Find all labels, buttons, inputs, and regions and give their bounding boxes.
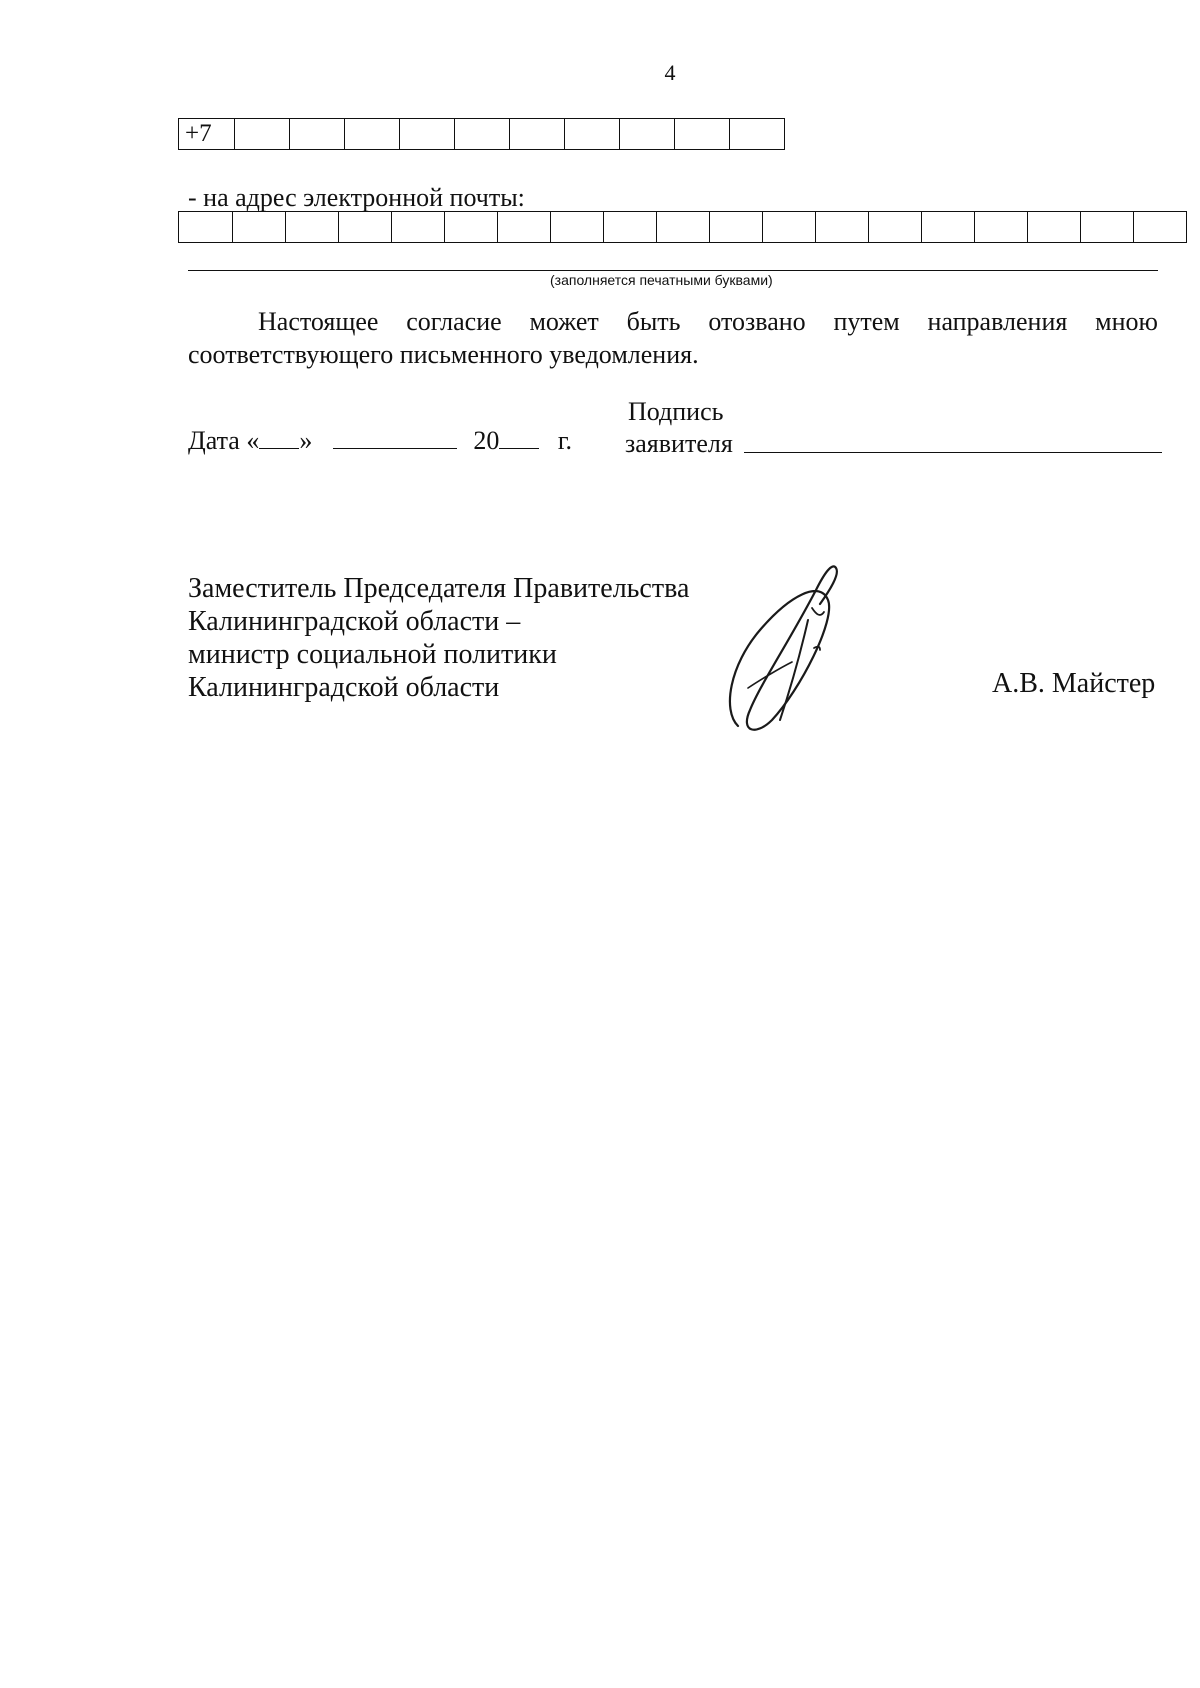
fill-caption: (заполняется печатными буквами) <box>550 272 773 288</box>
consent-paragraph <box>188 305 1158 371</box>
consent-word: согласие <box>406 307 502 336</box>
email-char-cell[interactable] <box>497 212 550 242</box>
email-char-cell[interactable] <box>444 212 497 242</box>
month-field[interactable] <box>333 424 457 449</box>
date-row <box>188 424 572 456</box>
email-char-cell[interactable] <box>1133 212 1186 242</box>
phone-digit-cell[interactable] <box>619 119 674 149</box>
email-char-cell[interactable] <box>285 212 338 242</box>
email-label: - на адрес электронной почты: <box>188 183 525 212</box>
phone-digit-cell[interactable] <box>564 119 619 149</box>
date-close-quote: » <box>299 426 313 455</box>
email-char-cell[interactable] <box>603 212 656 242</box>
fill-line <box>188 270 1158 271</box>
phone-digit-cell[interactable] <box>509 119 564 149</box>
phone-digit-cell[interactable] <box>674 119 729 149</box>
consent-line-1 <box>188 305 1158 338</box>
signature-label-line-2: заявителя <box>625 429 733 458</box>
consent-word: может <box>529 307 599 336</box>
consent-word: быть <box>626 307 681 336</box>
email-char-cell[interactable] <box>656 212 709 242</box>
phone-digit-cell[interactable] <box>454 119 509 149</box>
email-char-cell[interactable] <box>550 212 603 242</box>
year-field[interactable] <box>499 424 539 449</box>
phone-number-grid <box>178 118 785 150</box>
email-char-cell[interactable] <box>709 212 762 242</box>
handwritten-signature <box>720 560 890 740</box>
signer-name: А.В. Майстер <box>992 668 1156 699</box>
phone-digit-cell[interactable] <box>289 119 344 149</box>
position-line: Заместитель Председателя Правительства <box>188 573 690 604</box>
consent-word: направления <box>927 307 1068 336</box>
page-number: 4 <box>664 60 676 85</box>
email-grid <box>178 211 1187 243</box>
consent-line-2: соответствующего письменного уведомления. <box>188 340 699 369</box>
official-position <box>188 572 689 704</box>
position-line: министр социальной политики <box>188 639 557 670</box>
day-field[interactable] <box>259 424 299 449</box>
position-line: Калининградской области <box>188 672 500 703</box>
email-char-cell[interactable] <box>974 212 1027 242</box>
phone-digit-cell[interactable] <box>399 119 454 149</box>
year-prefix: 20 <box>473 426 500 455</box>
year-suffix: г. <box>557 426 573 455</box>
email-char-cell[interactable] <box>179 212 232 242</box>
email-char-cell[interactable] <box>1027 212 1080 242</box>
consent-word: мною <box>1095 307 1158 336</box>
email-char-cell[interactable] <box>1080 212 1133 242</box>
phone-digit-cell[interactable] <box>344 119 399 149</box>
email-char-cell[interactable] <box>921 212 974 242</box>
phone-digit-cell[interactable] <box>729 119 784 149</box>
email-char-cell[interactable] <box>815 212 868 242</box>
consent-word: отозвано <box>708 307 806 336</box>
position-line: Калининградской области – <box>188 606 521 637</box>
email-char-cell[interactable] <box>391 212 444 242</box>
email-char-cell[interactable] <box>338 212 391 242</box>
signature-label <box>625 396 733 460</box>
email-char-cell[interactable] <box>762 212 815 242</box>
signature-line[interactable] <box>744 452 1162 453</box>
email-char-cell[interactable] <box>868 212 921 242</box>
consent-word: путем <box>833 307 900 336</box>
date-label: Дата « <box>188 426 260 455</box>
signature-label-line-1: Подпись <box>628 397 724 426</box>
consent-word: Настоящее <box>258 307 379 336</box>
email-char-cell[interactable] <box>232 212 285 242</box>
phone-digit-cell[interactable] <box>234 119 289 149</box>
phone-prefix-cell: +7 <box>185 120 212 147</box>
